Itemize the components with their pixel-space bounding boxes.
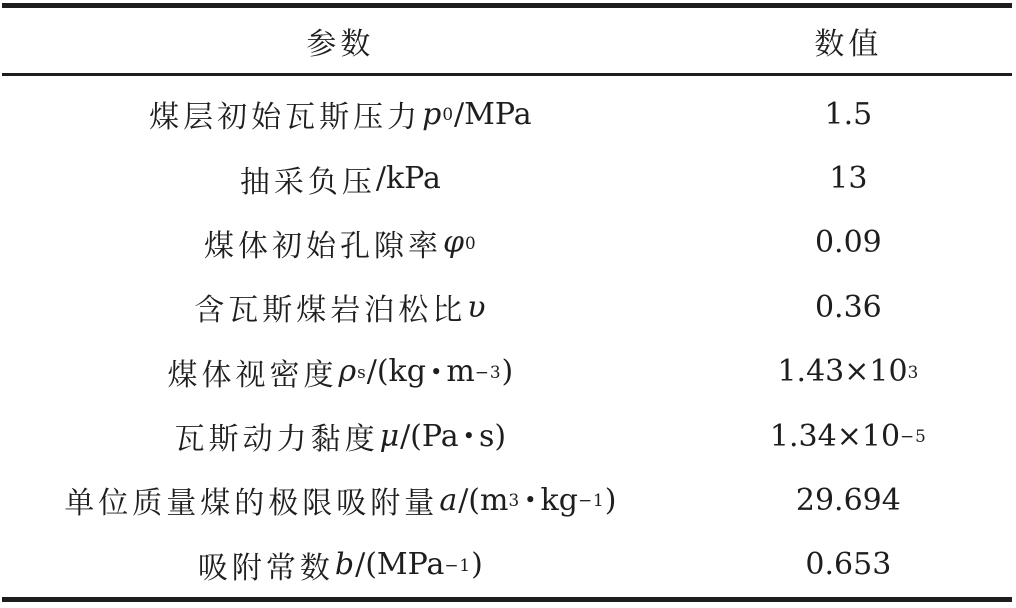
- param-cell: 单位质量煤的极限吸附量 a /(m 3 • kg −1 ): [64, 482, 617, 522]
- table-header-row: [0, 8, 1016, 73]
- table-row: [0, 146, 1016, 210]
- table-row: [0, 340, 1016, 404]
- table-row: [0, 404, 1016, 468]
- param-cell: 抽采负压 /kPa: [239, 161, 441, 200]
- param-cell: 煤体视密度 ρ s /(kg • m −3 ): [167, 354, 514, 393]
- param-cell: 吸附常数 b /(MPa −1 ): [197, 547, 483, 586]
- value-cell: 0.653: [805, 547, 892, 583]
- table-bottom-rule: [2, 597, 1012, 602]
- param-cell: 煤层初始瓦斯压力 p 0 /MPa: [149, 96, 532, 136]
- column-header-param: 参数: [306, 26, 375, 62]
- value-cell: 0.09: [814, 225, 882, 261]
- table-row: [0, 211, 1016, 275]
- table-row: [0, 533, 1016, 597]
- value-cell: 29.694: [795, 482, 901, 518]
- table-row: [0, 275, 1016, 339]
- column-header-value: 数值: [814, 26, 883, 62]
- param-cell: 含瓦斯煤岩泊松比 υ: [194, 289, 486, 329]
- table-row: [0, 468, 1016, 532]
- value-cell: 0.36: [814, 289, 882, 325]
- value-cell: 1.43×10 3: [777, 354, 920, 390]
- param-cell: 煤体初始孔隙率 φ 0: [204, 225, 477, 264]
- param-cell: 瓦斯动力黏度 μ /(Pa • s): [174, 418, 507, 458]
- table-row: [0, 82, 1016, 146]
- table-body: [0, 76, 1016, 597]
- value-cell: 13: [829, 161, 868, 197]
- value-cell: 1.34×10 −5: [769, 418, 927, 454]
- value-cell: 1.5: [824, 96, 873, 132]
